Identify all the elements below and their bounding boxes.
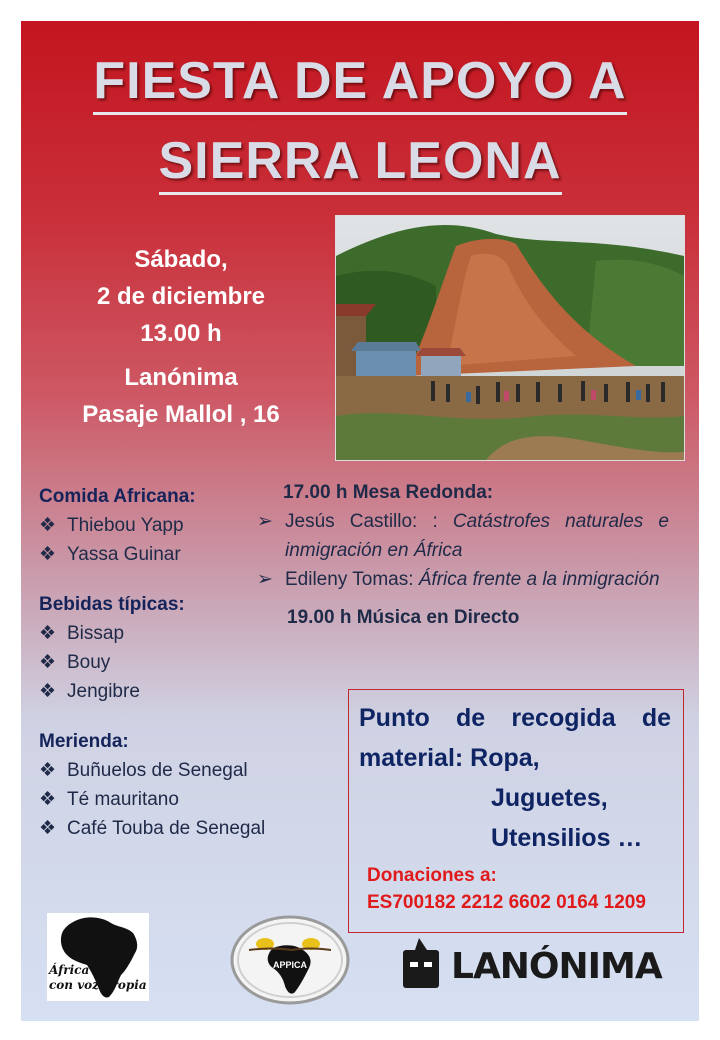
- speaker-topic: África frente a la inmigración: [418, 569, 660, 590]
- speaker-name: Jesús Castillo: :: [285, 511, 453, 532]
- event-date: 2 de diciembre: [96, 283, 266, 310]
- collection-box: [348, 689, 684, 933]
- event-day: Sábado,: [134, 246, 228, 273]
- list-item: ❖ Té mauritano: [39, 785, 339, 814]
- speaker-item: [257, 507, 669, 565]
- logo1-caption: África con voz propia: [49, 963, 147, 992]
- diamond-bullet-icon: ❖: [39, 515, 57, 536]
- speaker-item: [257, 565, 669, 594]
- speaker-topic: Catástrofes naturales e inmigración en África: [285, 511, 669, 561]
- comida-heading: Comida Africana:: [39, 486, 196, 507]
- diamond-bullet-icon: ❖: [39, 544, 57, 565]
- list-item: ❖ Thiebou Yapp: [39, 511, 339, 540]
- event-location: [51, 359, 311, 433]
- donations-label: Donaciones a:: [367, 865, 497, 886]
- event-datetime: [51, 241, 311, 352]
- mask-icon: [401, 936, 441, 992]
- diamond-bullet-icon: ❖: [39, 681, 57, 702]
- diamond-bullet-icon: ❖: [39, 760, 57, 781]
- event-address: Pasaje Mallol , 16: [82, 401, 280, 428]
- bebidas-heading: Bebidas típicas:: [39, 594, 185, 615]
- list-item: ❖ Buñuelos de Senegal: [39, 756, 339, 785]
- lanonima-wordmark: LANÓNIMA: [451, 946, 662, 987]
- title-line-1: FIESTA DE APOYO A: [21, 51, 699, 111]
- diamond-bullet-icon: ❖: [39, 818, 57, 839]
- poster: [21, 21, 699, 1021]
- list-item: ❖ Yassa Guinar: [39, 540, 339, 569]
- appica-logo: [229, 914, 351, 1006]
- africa-con-voz-propia-logo: [47, 913, 149, 1001]
- collection-line-1: Punto de recogida de: [359, 704, 671, 732]
- collection-text: [359, 698, 671, 858]
- list-item: ❖ Café Touba de Senegal: [39, 814, 339, 843]
- landslide-photo-illustration: [336, 216, 684, 460]
- appica-label: APPICA: [272, 960, 308, 970]
- donations-iban: ES700182 2212 6602 0164 1209: [367, 892, 646, 913]
- collection-line-2: material: Ropa,: [359, 744, 540, 772]
- event-time: 13.00 h: [140, 320, 222, 347]
- collection-line-4: Utensilios …: [491, 824, 643, 852]
- diamond-bullet-icon: ❖: [39, 652, 57, 673]
- list-item: ❖ Bouy: [39, 648, 339, 677]
- roundtable-heading: 17.00 h Mesa Redonda:: [283, 482, 494, 503]
- title-line-2: SIERRA LEONA: [21, 131, 699, 191]
- program-column: [257, 479, 669, 632]
- lanonima-logo: [401, 936, 662, 992]
- list-item: ❖ Jengibre: [39, 677, 339, 706]
- landslide-photo: [335, 215, 685, 461]
- appica-emblem-icon: [229, 914, 351, 1006]
- speaker-name: Edileny Tomas:: [285, 569, 419, 590]
- diamond-bullet-icon: ❖: [39, 623, 57, 644]
- diamond-bullet-icon: ❖: [39, 789, 57, 810]
- donations: [367, 862, 646, 916]
- arrow-bullet-icon: ➢: [257, 569, 273, 590]
- list-item: ❖ Bissap: [39, 619, 339, 648]
- arrow-bullet-icon: ➢: [257, 511, 273, 532]
- music-schedule: 19.00 h Música en Directo: [287, 607, 520, 628]
- merienda-heading: Merienda:: [39, 731, 129, 752]
- collection-line-3: Juguetes,: [491, 784, 608, 812]
- event-venue: Lanónima: [124, 364, 238, 391]
